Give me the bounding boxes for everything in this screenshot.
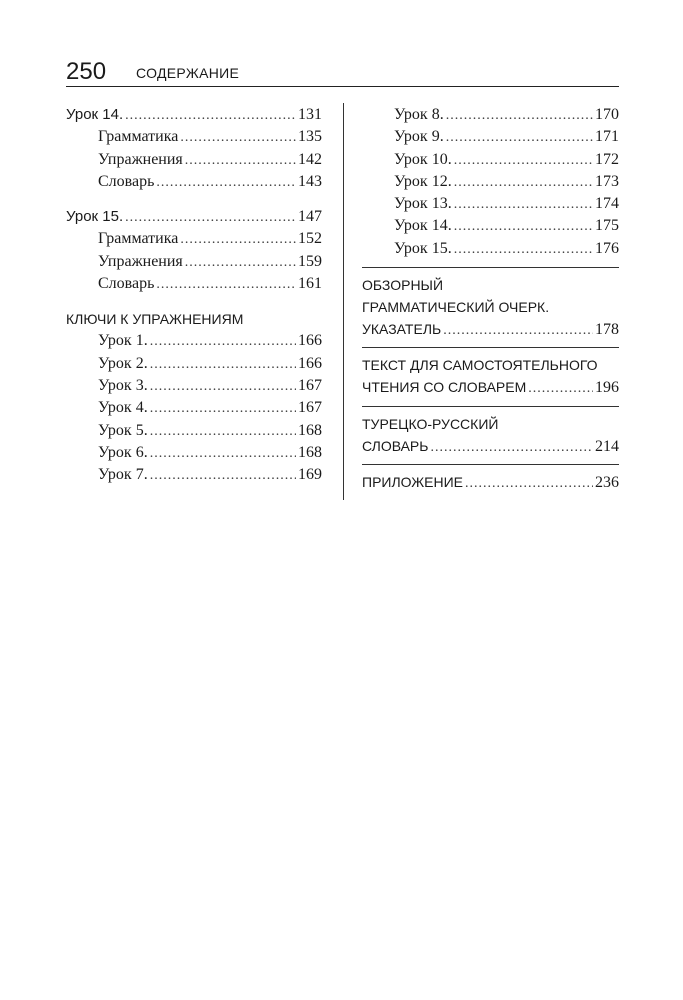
toc-subentry[interactable] xyxy=(362,104,619,126)
toc-entry-label: ГРАММАТИЧЕСКИЙ ОЧЕРК. xyxy=(362,299,550,316)
toc-subentry[interactable] xyxy=(66,149,322,171)
dot-leader xyxy=(430,437,593,459)
toc-subentry[interactable] xyxy=(362,126,619,148)
toc-entry-label: Урок 14. xyxy=(394,217,452,235)
spacer xyxy=(66,193,322,206)
toc-entry-label: Урок 4. xyxy=(98,399,148,417)
column-divider xyxy=(343,103,344,500)
toc-entry-page: 170 xyxy=(595,106,619,123)
toc-entry-page: 166 xyxy=(298,332,322,350)
dot-leader xyxy=(185,150,296,172)
toc-entry-page: 172 xyxy=(595,150,619,168)
toc-entry-page: 214 xyxy=(595,437,619,455)
toc-subentry[interactable] xyxy=(66,397,322,419)
toc-subentry[interactable] xyxy=(66,171,322,193)
page-number: 250 xyxy=(66,58,107,85)
toc-entry-label: Урок 13. xyxy=(394,195,452,213)
toc-entry-label: Урок 2. xyxy=(98,354,148,372)
toc-entry-label: Урок 10. xyxy=(394,150,452,168)
dot-leader xyxy=(454,239,593,261)
dot-leader xyxy=(156,172,296,194)
running-title: СОДЕРЖАНИЕ xyxy=(136,65,240,81)
toc-entry-label: Урок 1. xyxy=(98,332,148,350)
toc-subentry[interactable] xyxy=(66,251,322,273)
toc-entry-page: 171 xyxy=(595,128,619,146)
toc-entry-label: Урок 14. xyxy=(66,106,124,123)
toc-entry-page: 135 xyxy=(298,128,322,146)
toc-subentry[interactable] xyxy=(362,193,619,215)
section-divider xyxy=(362,464,619,465)
toc-entry-label: ОБЗОРНЫЙ xyxy=(362,277,444,294)
toc-entry-appendix[interactable] xyxy=(362,471,619,493)
dot-leader xyxy=(180,229,296,251)
toc-entry-page: 236 xyxy=(595,473,619,491)
toc-entry-page: 175 xyxy=(595,217,619,235)
dot-leader xyxy=(150,421,296,443)
toc-subentry[interactable] xyxy=(66,375,322,397)
toc-subentry[interactable] xyxy=(66,464,322,486)
toc-entry-label: ПРИЛОЖЕНИЕ xyxy=(362,473,464,490)
dot-leader xyxy=(150,376,296,398)
toc-entry-label: ТУРЕЦКО-РУССКИЙ xyxy=(362,415,499,432)
toc-entry-dictionary[interactable] xyxy=(362,413,619,457)
section-divider xyxy=(362,347,619,348)
toc-entry-page: 142 xyxy=(298,150,322,168)
toc-entry-label: Урок 6. xyxy=(98,443,148,461)
dot-leader xyxy=(125,207,296,229)
toc-entry-label: Урок 8. xyxy=(394,106,444,123)
section-divider xyxy=(362,406,619,407)
toc-subentry[interactable] xyxy=(66,420,322,442)
toc-subentry[interactable] xyxy=(362,238,619,260)
toc-entry-page: 169 xyxy=(298,466,322,484)
toc-entry-page: 173 xyxy=(595,172,619,190)
toc-entry-label: Урок 12. xyxy=(394,172,452,190)
dot-leader xyxy=(454,172,593,194)
toc-subentry[interactable] xyxy=(362,149,619,171)
toc-entry-label: Урок 5. xyxy=(98,421,148,439)
toc-entry-label: Урок 3. xyxy=(98,376,148,394)
dot-leader xyxy=(185,252,296,274)
toc-entry-page: 147 xyxy=(298,208,322,226)
toc-subentry[interactable] xyxy=(362,171,619,193)
toc-entry-label: ЧТЕНИЯ СО СЛОВАРЕМ xyxy=(362,379,527,396)
toc-entry-page: 161 xyxy=(298,275,322,293)
dot-leader xyxy=(443,320,593,342)
toc-entry-label: Словарь xyxy=(98,172,155,190)
toc-entry-page: 168 xyxy=(298,443,322,461)
toc-entry-page: 176 xyxy=(595,239,619,257)
page-header xyxy=(66,58,619,87)
dot-leader xyxy=(150,443,296,465)
toc-entry-label: ТЕКСТ ДЛЯ САМОСТОЯТЕЛЬНОГО xyxy=(362,357,598,374)
toc-entry-lesson-15[interactable] xyxy=(66,206,322,228)
toc-entry-lesson-14[interactable] xyxy=(66,104,322,126)
toc-left-column xyxy=(66,104,322,486)
dot-leader xyxy=(465,473,593,495)
toc-entry-label: Урок 15. xyxy=(394,239,452,257)
toc-entry-page: 166 xyxy=(298,354,322,372)
dot-leader xyxy=(125,105,296,127)
toc-subentry[interactable] xyxy=(66,330,322,352)
dot-leader xyxy=(156,274,296,296)
toc-entry-label: Грамматика xyxy=(98,128,179,146)
toc-entry-grammar-overview[interactable] xyxy=(362,274,619,340)
toc-entry-page: 152 xyxy=(298,230,322,248)
toc-subentry[interactable] xyxy=(66,228,322,250)
toc-entry-label: Грамматика xyxy=(98,230,179,248)
toc-entry-page: 168 xyxy=(298,421,322,439)
dot-leader xyxy=(446,127,593,149)
toc-entry-reading-text[interactable] xyxy=(362,354,619,398)
section-heading-keys[interactable]: КЛЮЧИ К УПРАЖНЕНИЯМ xyxy=(66,311,244,328)
toc-entry-page: 143 xyxy=(298,172,322,190)
toc-entry-page: 178 xyxy=(595,321,619,339)
toc-entry-label: Упражнения xyxy=(98,150,183,168)
dot-leader xyxy=(528,378,593,400)
dot-leader xyxy=(180,127,296,149)
toc-entry-label: СЛОВАРЬ xyxy=(362,437,429,454)
section-divider xyxy=(362,267,619,268)
toc-right-column xyxy=(362,104,619,493)
toc-subentry[interactable] xyxy=(66,126,322,148)
dot-leader xyxy=(446,105,593,127)
toc-entry-page: 167 xyxy=(298,399,322,417)
dot-leader xyxy=(454,216,593,238)
toc-subentry[interactable] xyxy=(362,215,619,237)
toc-entry-label: Урок 9. xyxy=(394,128,444,146)
dot-leader xyxy=(150,331,296,353)
toc-entry-label: Упражнения xyxy=(98,252,183,270)
toc-entry-label: Урок 15. xyxy=(66,208,124,226)
toc-subentry[interactable] xyxy=(66,442,322,464)
dot-leader xyxy=(150,354,296,376)
toc-subentry[interactable] xyxy=(66,273,322,295)
toc-entry-page: 196 xyxy=(595,379,619,397)
dot-leader xyxy=(454,194,593,216)
dot-leader xyxy=(150,465,296,487)
toc-entry-label: Словарь xyxy=(98,275,155,293)
toc-entry-page: 159 xyxy=(298,252,322,270)
toc-subentry[interactable] xyxy=(66,353,322,375)
dot-leader xyxy=(150,398,296,420)
spacer xyxy=(66,295,322,308)
dot-leader xyxy=(454,150,593,172)
toc-entry-page: 174 xyxy=(595,195,619,213)
toc-entry-label: УКАЗАТЕЛЬ xyxy=(362,321,442,338)
toc-entry-label: Урок 7. xyxy=(98,466,148,484)
toc-entry-page: 131 xyxy=(298,106,322,123)
toc-entry-page: 167 xyxy=(298,376,322,394)
